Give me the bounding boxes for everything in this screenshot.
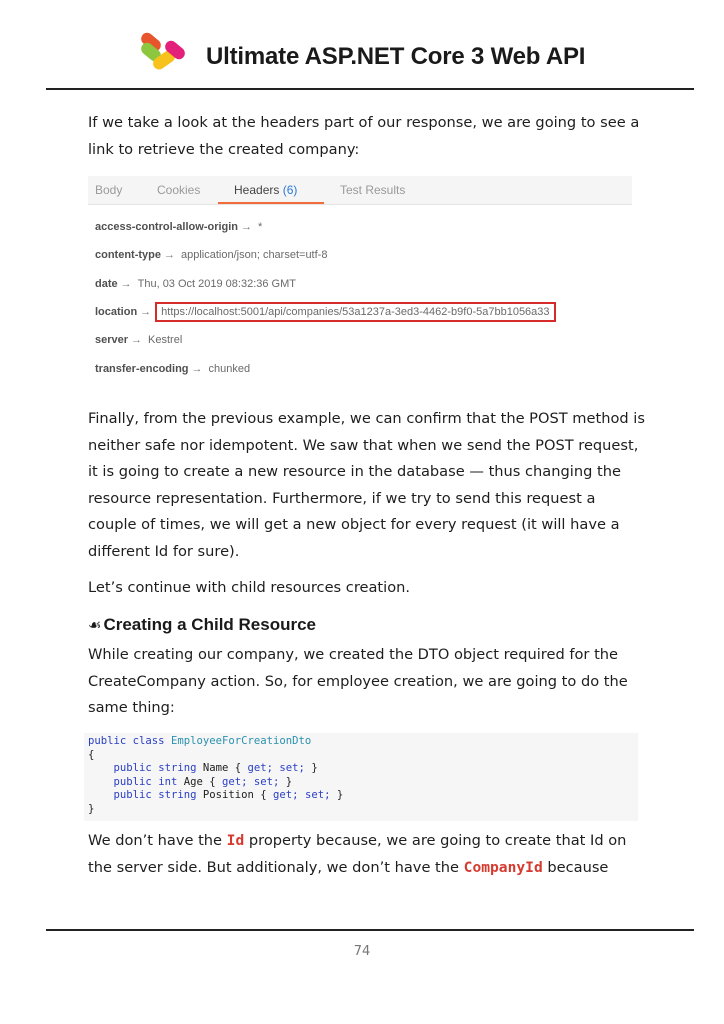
code-property: public string Name { get; set; } <box>113 762 318 775</box>
section-heading <box>88 615 316 635</box>
code-property-name: Position <box>202 789 254 802</box>
code-keyword: public <box>113 762 152 775</box>
tab-headers-count: (6) <box>282 183 298 197</box>
arrow-icon: → <box>140 306 152 318</box>
continue-paragraph: Let’s continue with child resources creation. <box>88 579 411 596</box>
header-value: Kestrel <box>148 334 183 346</box>
code-block <box>84 733 638 821</box>
code-accessor: set; <box>279 762 305 775</box>
code-type: string <box>158 762 197 775</box>
header-key: transfer-encoding <box>95 363 189 375</box>
code-type: int <box>158 775 178 788</box>
arrow-icon: → <box>241 221 253 233</box>
header-row <box>95 278 296 290</box>
code-accessor: set; <box>304 789 331 802</box>
header-value: chunked <box>208 363 251 375</box>
book-title: Ultimate ASP.NET Core 3 Web API <box>206 43 586 70</box>
header-row <box>95 306 556 318</box>
arrow-icon: → <box>164 249 175 261</box>
code-close-brace: } <box>88 802 95 815</box>
id-property-paragraph <box>88 828 648 881</box>
code-keyword: public <box>113 775 152 788</box>
header-divider <box>46 88 694 90</box>
inline-code-companyid: CompanyId <box>463 858 543 876</box>
header-key: content-type <box>95 249 161 261</box>
code-accessor: set; <box>253 775 280 788</box>
header-row <box>95 221 262 233</box>
tab-test-results[interactable]: Test Results <box>340 183 406 197</box>
intro-paragraph: If we take a look at the headers part of our response, we are going to see a link to retrieve the created company: <box>88 114 640 158</box>
arrow-icon: → <box>120 278 132 290</box>
arrow-icon: → <box>191 363 203 375</box>
code-property: public int Age { get; set; } <box>113 775 293 788</box>
tab-cookies[interactable]: Cookies <box>157 183 201 197</box>
header-row <box>95 249 327 261</box>
location-header-value: https://localhost:5001/api/companies/53a1237a-3ed3-4462-b9f0-5a7bb1056a33 <box>155 302 555 322</box>
code-line <box>88 735 311 747</box>
response-panel-screenshot <box>88 176 632 388</box>
header-value: * <box>258 221 263 233</box>
code-class-name: EmployeeForCreationDto <box>170 735 312 747</box>
code-property-name: Age <box>183 775 203 788</box>
response-tabs <box>88 176 632 205</box>
code-property-name: Name <box>202 762 229 775</box>
book-logo-icon <box>138 32 190 76</box>
header-row <box>95 334 182 346</box>
header-value: Thu, 03 Oct 2019 08:32:36 GMT <box>137 278 296 290</box>
code-property: public string Position { get; set; } <box>113 789 344 802</box>
code-type: string <box>158 789 197 802</box>
code-open-brace: { <box>88 748 95 761</box>
header-key: date <box>95 278 118 290</box>
active-tab-indicator <box>218 202 324 204</box>
paragraph-text: We don’t have the <box>88 832 227 849</box>
section-title: Creating a Child Resource <box>103 615 317 634</box>
header-key: server <box>95 334 129 346</box>
page-header <box>0 0 724 90</box>
footer-divider <box>46 929 694 931</box>
header-value: application/json; charset=utf-8 <box>181 249 328 261</box>
inline-code-id: Id <box>226 832 245 849</box>
code-keyword: class <box>132 735 165 747</box>
arrow-icon: → <box>131 334 143 346</box>
header-key: location <box>95 306 138 318</box>
tab-body[interactable]: Body <box>95 183 123 197</box>
dto-paragraph: While creating our company, we created the DTO object required for the CreateCompany action. So, for employee creation, we are going to do the same thing: <box>88 646 628 716</box>
paragraph-text: because <box>542 858 609 876</box>
code-accessor: get; <box>222 775 248 788</box>
header-key: access-control-allow-origin <box>95 221 239 233</box>
section-ornament-icon: ☙ <box>88 616 102 634</box>
page-number: 74 <box>353 944 371 959</box>
code-accessor: get; <box>247 762 274 775</box>
header-row <box>95 363 250 375</box>
paragraph-text: property because, we are going to create that Id on the server side. But additionaly, we don’t have the <box>88 832 627 876</box>
tab-headers-label: Headers <box>234 183 280 197</box>
tab-headers[interactable] <box>234 183 297 197</box>
post-method-paragraph: Finally, from the previous example, we can confirm that the POST method is neither safe nor idempotent. We saw that when we send the POST request, it is going to create a new resource in the database — thus changing the resource representation. Furthermore, if we try to send this request a couple of times, we will get a new object for every request (it will have a different Id for sure). <box>88 410 645 560</box>
code-keyword: public <box>88 735 127 747</box>
code-accessor: get; <box>273 789 299 802</box>
code-keyword: public <box>113 789 152 802</box>
